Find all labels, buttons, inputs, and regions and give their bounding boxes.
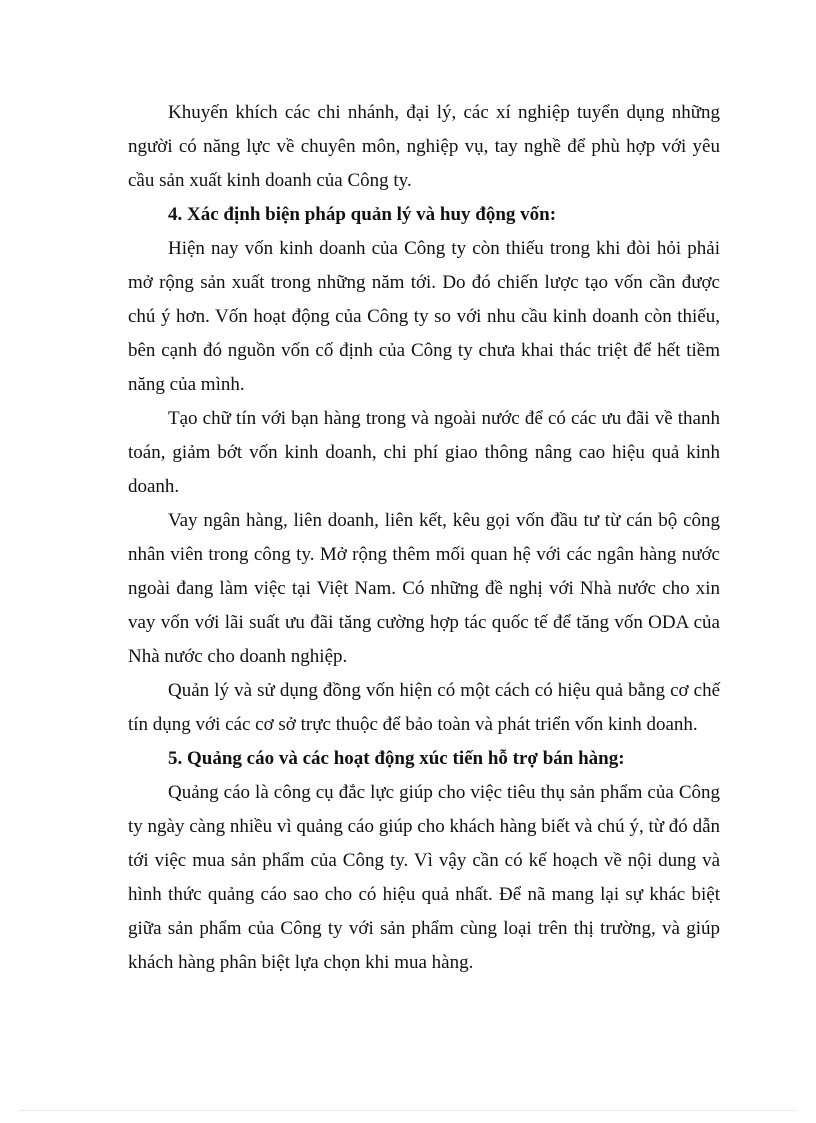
paragraph-recruitment: Khuyến khích các chi nhánh, đại lý, các xí nghiệp tuyển dụng những người có năng lực về chuyên môn, nghiệp vụ, tay nghề để phù hợp với yêu cầu sản xuất kinh doanh của Công ty.: [128, 102, 720, 191]
paragraph-credibility: Tạo chữ tín với bạn hàng trong và ngoài nước để có các ưu đãi về thanh toán, giảm bớt vốn kinh doanh, chi phí giao thông nâng cao hiệu quả kinh doanh.: [128, 408, 720, 497]
document-body: [128, 96, 720, 980]
section-heading-advertising: 5. Quảng cáo và các hoạt động xúc tiến hỗ trợ bán hàng:: [168, 748, 625, 769]
paragraph-capital-management: Quản lý và sử dụng đồng vốn hiện có một cách có hiệu quả bằng cơ chế tín dụng với các cơ sở trực thuộc để bảo toàn và phát triển vốn kinh doanh.: [128, 680, 720, 735]
paragraph-capital-shortage: Hiện nay vốn kinh doanh của Công ty còn thiếu trong khi đòi hỏi phải mở rộng sản xuất trong những năm tới. Do đó chiến lược tạo vốn cần được chú ý hơn. Vốn hoạt động của Công ty so với nhu cầu kinh doanh còn thiếu, bên cạnh đó nguồn vốn cố định của Công ty chưa khai thác triệt để hết tiềm năng của mình.: [128, 238, 720, 395]
page-bottom-divider: [20, 1110, 796, 1111]
section-heading-capital: 4. Xác định biện pháp quản lý và huy động vốn:: [168, 204, 557, 225]
paragraph-advertising: Quảng cáo là công cụ đắc lực giúp cho việc tiêu thụ sản phẩm của Công ty ngày càng nhiều vì quảng cáo giúp cho khách hàng biết và chú ý, từ đó dẫn tới việc mua sản phẩm của Công ty. Vì vậy cần có kế hoạch về nội dung và hình thức quảng cáo sao cho có hiệu quả nhất. Để nã mang lại sự khác biệt giữa sản phẩm của Công ty với sản phẩm cùng loại trên thị trường, và giúp khách hàng phân biệt lựa chọn khi mua hàng.: [128, 782, 720, 973]
paragraph-bank-loans: Vay ngân hàng, liên doanh, liên kết, kêu gọi vốn đầu tư từ cán bộ công nhân viên trong công ty. Mở rộng thêm mối quan hệ với các ngân hàng nước ngoài đang làm việc tại Việt Nam. Có những đề nghị với Nhà nước cho xin vay vốn với lãi suất ưu đãi tăng cường hợp tác quốc tế để tăng vốn ODA của Nhà nước cho doanh nghiệp.: [128, 510, 720, 667]
